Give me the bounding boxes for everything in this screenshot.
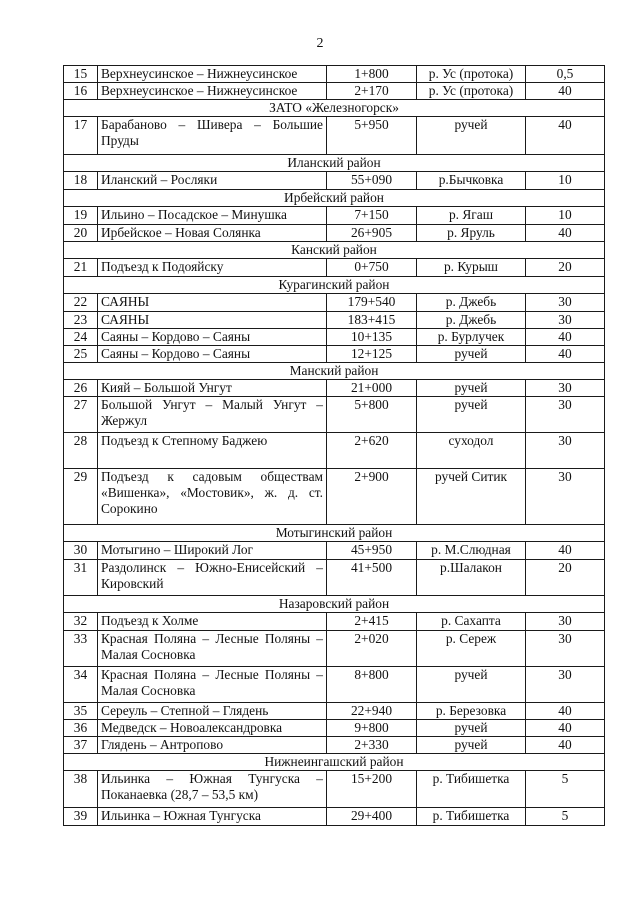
km-position-cell: 2+620: [327, 433, 417, 469]
waterway-cell: р.Шалакон: [417, 560, 526, 596]
length-cell: 10: [526, 207, 605, 225]
road-name-cell: Подъезд к Степному Баджею: [98, 433, 327, 469]
row-number-cell: 31: [64, 560, 98, 596]
road-name-cell: Подъезд к садовым обществам «Вишенка», «Мостовик», ж. д. ст. Сорокино: [98, 469, 327, 525]
length-cell: 40: [526, 83, 605, 100]
waterway-cell: р. Тибишетка: [417, 808, 526, 826]
section-header-row: [64, 525, 605, 542]
page-number: 2: [316, 36, 324, 51]
road-name-cell: Мотыгино – Широкий Лог: [98, 542, 327, 560]
length-cell: 0,5: [526, 66, 605, 83]
section-title: Курагинский район: [64, 277, 605, 294]
length-cell: 20: [526, 560, 605, 596]
km-position-cell: 2+415: [327, 613, 417, 631]
table-row: [64, 613, 605, 631]
row-number-cell: 24: [64, 329, 98, 346]
km-position-cell: 55+090: [327, 172, 417, 190]
row-number-cell: 37: [64, 737, 98, 754]
row-number-cell: 27: [64, 397, 98, 433]
waterway-cell: ручей: [417, 117, 526, 155]
waterway-cell: р.Бычковка: [417, 172, 526, 190]
row-number-cell: 17: [64, 117, 98, 155]
row-number-cell: 25: [64, 346, 98, 363]
section-header-row: [64, 596, 605, 613]
road-name-cell: Верхнеусинское – Нижнеусинское: [98, 83, 327, 100]
section-header-row: [64, 100, 605, 117]
waterway-cell: р. М.Слюдная: [417, 542, 526, 560]
length-cell: 40: [526, 720, 605, 737]
waterway-cell: р. Курыш: [417, 259, 526, 277]
km-position-cell: 45+950: [327, 542, 417, 560]
table-row: [64, 720, 605, 737]
table-row: [64, 225, 605, 242]
waterway-cell: ручей Ситик: [417, 469, 526, 525]
section-title: Манский район: [64, 363, 605, 380]
table-row: [64, 83, 605, 100]
table-row: [64, 542, 605, 560]
length-cell: 30: [526, 397, 605, 433]
length-cell: 30: [526, 667, 605, 703]
table-row: [64, 380, 605, 397]
road-name-cell: Раздолинск – Южно-Енисейский – Кировский: [98, 560, 327, 596]
km-position-cell: 7+150: [327, 207, 417, 225]
road-name-cell: Красная Поляна – Лесные Поляны – Малая Сосновка: [98, 631, 327, 667]
length-cell: 10: [526, 172, 605, 190]
row-number-cell: 20: [64, 225, 98, 242]
waterway-cell: р. Яруль: [417, 225, 526, 242]
km-position-cell: 2+330: [327, 737, 417, 754]
road-name-cell: Красная Поляна – Лесные Поляны – Малая Сосновка: [98, 667, 327, 703]
bridges-table: [63, 65, 605, 826]
waterway-cell: ручей: [417, 720, 526, 737]
section-title: Иланский район: [64, 155, 605, 172]
row-number-cell: 36: [64, 720, 98, 737]
row-number-cell: 33: [64, 631, 98, 667]
road-name-cell: Кияй – Большой Унгут: [98, 380, 327, 397]
table-row: [64, 294, 605, 312]
row-number-cell: 30: [64, 542, 98, 560]
km-position-cell: 22+940: [327, 703, 417, 720]
waterway-cell: ручей: [417, 737, 526, 754]
length-cell: 40: [526, 542, 605, 560]
length-cell: 40: [526, 329, 605, 346]
length-cell: 40: [526, 737, 605, 754]
table-row: [64, 737, 605, 754]
table-row: [64, 346, 605, 363]
table-row: [64, 560, 605, 596]
row-number-cell: 39: [64, 808, 98, 826]
road-name-cell: Саяны – Кордово – Саяны: [98, 346, 327, 363]
table-row: [64, 259, 605, 277]
section-title: Канский район: [64, 242, 605, 259]
table-row: [64, 703, 605, 720]
row-number-cell: 15: [64, 66, 98, 83]
length-cell: 40: [526, 117, 605, 155]
length-cell: 20: [526, 259, 605, 277]
waterway-cell: р. Сереж: [417, 631, 526, 667]
km-position-cell: 21+000: [327, 380, 417, 397]
row-number-cell: 16: [64, 83, 98, 100]
km-position-cell: 29+400: [327, 808, 417, 826]
length-cell: 30: [526, 294, 605, 312]
section-title: Мотыгинский район: [64, 525, 605, 542]
length-cell: 40: [526, 346, 605, 363]
waterway-cell: ручей: [417, 397, 526, 433]
km-position-cell: 5+800: [327, 397, 417, 433]
road-name-cell: Барабаново – Шивера – Большие Пруды: [98, 117, 327, 155]
km-position-cell: 41+500: [327, 560, 417, 596]
road-name-cell: Глядень – Антропово: [98, 737, 327, 754]
road-name-cell: САЯНЫ: [98, 294, 327, 312]
km-position-cell: 5+950: [327, 117, 417, 155]
km-position-cell: 183+415: [327, 312, 417, 329]
row-number-cell: 18: [64, 172, 98, 190]
road-name-cell: САЯНЫ: [98, 312, 327, 329]
km-position-cell: 8+800: [327, 667, 417, 703]
length-cell: 30: [526, 312, 605, 329]
row-number-cell: 22: [64, 294, 98, 312]
waterway-cell: р. Ус (протока): [417, 83, 526, 100]
table-row: [64, 66, 605, 83]
row-number-cell: 35: [64, 703, 98, 720]
section-header-row: [64, 277, 605, 294]
km-position-cell: 9+800: [327, 720, 417, 737]
waterway-cell: р. Джебь: [417, 312, 526, 329]
table-row: [64, 771, 605, 808]
table-row: [64, 631, 605, 667]
waterway-cell: р. Тибишетка: [417, 771, 526, 808]
waterway-cell: ручей: [417, 667, 526, 703]
km-position-cell: 2+020: [327, 631, 417, 667]
table-row: [64, 117, 605, 155]
km-position-cell: 12+125: [327, 346, 417, 363]
row-number-cell: 34: [64, 667, 98, 703]
km-position-cell: 1+800: [327, 66, 417, 83]
road-name-cell: Иланский – Росляки: [98, 172, 327, 190]
row-number-cell: 38: [64, 771, 98, 808]
section-header-row: [64, 754, 605, 771]
road-name-cell: Верхнеусинское – Нижнеусинское: [98, 66, 327, 83]
table-row: [64, 312, 605, 329]
km-position-cell: 15+200: [327, 771, 417, 808]
table-row: [64, 397, 605, 433]
row-number-cell: 26: [64, 380, 98, 397]
waterway-cell: ручей: [417, 380, 526, 397]
table-row: [64, 808, 605, 826]
waterway-cell: р. Ус (протока): [417, 66, 526, 83]
row-number-cell: 19: [64, 207, 98, 225]
row-number-cell: 28: [64, 433, 98, 469]
km-position-cell: 179+540: [327, 294, 417, 312]
length-cell: 30: [526, 469, 605, 525]
length-cell: 30: [526, 380, 605, 397]
section-title: Назаровский район: [64, 596, 605, 613]
row-number-cell: 21: [64, 259, 98, 277]
waterway-cell: р. Бурлучек: [417, 329, 526, 346]
road-name-cell: Ильино – Посадское – Минушка: [98, 207, 327, 225]
row-number-cell: 32: [64, 613, 98, 631]
row-number-cell: 23: [64, 312, 98, 329]
waterway-cell: р. Сахапта: [417, 613, 526, 631]
table-row: [64, 172, 605, 190]
length-cell: 40: [526, 703, 605, 720]
road-name-cell: Сереуль – Степной – Глядень: [98, 703, 327, 720]
section-header-row: [64, 242, 605, 259]
road-name-cell: Подъезд к Холме: [98, 613, 327, 631]
table-row: [64, 207, 605, 225]
length-cell: 40: [526, 225, 605, 242]
km-position-cell: 26+905: [327, 225, 417, 242]
row-number-cell: 29: [64, 469, 98, 525]
length-cell: 30: [526, 631, 605, 667]
km-position-cell: 2+900: [327, 469, 417, 525]
length-cell: 5: [526, 771, 605, 808]
km-position-cell: 0+750: [327, 259, 417, 277]
table-row: [64, 329, 605, 346]
road-name-cell: Саяны – Кордово – Саяны: [98, 329, 327, 346]
table-row: [64, 433, 605, 469]
table-row: [64, 667, 605, 703]
waterway-cell: ручей: [417, 346, 526, 363]
section-header-row: [64, 363, 605, 380]
section-title: Ирбейский район: [64, 190, 605, 207]
road-name-cell: Ирбейское – Новая Солянка: [98, 225, 327, 242]
road-name-cell: Ильинка – Южная Тунгуска – Поканаевка (28,7 – 53,5 км): [98, 771, 327, 808]
waterway-cell: суходол: [417, 433, 526, 469]
road-name-cell: Большой Унгут – Малый Унгут – Жержул: [98, 397, 327, 433]
section-title: ЗАТО «Железногорск»: [64, 100, 605, 117]
km-position-cell: 10+135: [327, 329, 417, 346]
km-position-cell: 2+170: [327, 83, 417, 100]
road-name-cell: Медведск – Новоалександровка: [98, 720, 327, 737]
length-cell: 30: [526, 433, 605, 469]
road-name-cell: Подъезд к Подояйску: [98, 259, 327, 277]
length-cell: 5: [526, 808, 605, 826]
waterway-cell: р. Ягаш: [417, 207, 526, 225]
section-header-row: [64, 155, 605, 172]
waterway-cell: р. Джебь: [417, 294, 526, 312]
table-row: [64, 469, 605, 525]
road-name-cell: Ильинка – Южная Тунгуска: [98, 808, 327, 826]
waterway-cell: р. Березовка: [417, 703, 526, 720]
section-title: Нижнеингашский район: [64, 754, 605, 771]
length-cell: 30: [526, 613, 605, 631]
section-header-row: [64, 190, 605, 207]
